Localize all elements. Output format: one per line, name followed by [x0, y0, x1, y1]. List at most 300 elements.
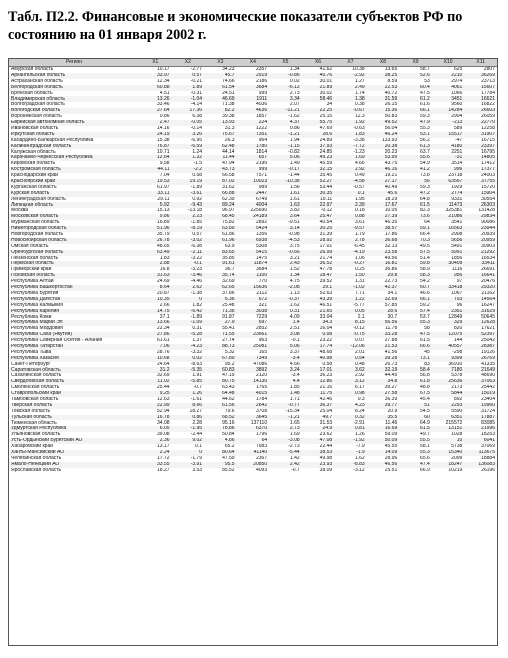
table-row: [9, 468, 497, 474]
value-cell: 22.53: [367, 85, 400, 91]
value-cell: 97: [432, 279, 465, 285]
value-cell: 32.19: [367, 367, 400, 373]
value-cell: 964: [237, 138, 270, 144]
value-cell: -0.31: [172, 91, 205, 97]
value-cell: 63.9: [204, 244, 237, 250]
value-cell: 35.85: [204, 256, 237, 262]
value-cell: 1857: [237, 114, 270, 120]
value-cell: 2.1: [334, 314, 367, 320]
value-cell: 6.05: [139, 426, 172, 432]
value-cell: 89.24: [204, 202, 237, 208]
value-cell: 4.66: [269, 362, 302, 368]
value-cell: 60.83: [204, 367, 237, 373]
value-cell: 2.92: [334, 167, 367, 173]
value-cell: 37.86: [204, 291, 237, 297]
value-cell: 60.88: [139, 85, 172, 91]
value-cell: 3.24: [269, 367, 302, 373]
value-cell: 83085: [464, 420, 497, 426]
value-cell: 999: [237, 91, 270, 97]
value-cell: 1.63: [269, 202, 302, 208]
value-cell: 18.27: [172, 409, 205, 415]
value-cell: 63567: [432, 179, 465, 185]
value-cell: -0.1: [172, 261, 205, 267]
value-cell: 59.2: [399, 303, 432, 309]
value-cell: 34.08: [139, 420, 172, 426]
value-cell: 0.57: [172, 73, 205, 79]
value-cell: 10.71: [139, 149, 172, 155]
value-cell: -3.23: [172, 267, 205, 273]
value-cell: 12628: [464, 320, 497, 326]
value-cell: 34.3: [302, 320, 335, 326]
value-cell: 34.1: [367, 291, 400, 297]
region-cell: Владимирская область: [9, 96, 139, 102]
value-cell: 23404: [464, 397, 497, 403]
value-cell: 19126: [464, 350, 497, 356]
value-cell: 11.46: [367, 420, 400, 426]
value-cell: 2447: [237, 191, 270, 197]
value-cell: 2.49: [334, 85, 367, 91]
value-cell: -0.77: [269, 403, 302, 409]
region-cell: Республика Карелия: [9, 309, 139, 315]
value-cell: 39.77: [367, 403, 400, 409]
value-cell: 1.62: [269, 303, 302, 309]
region-cell: Псковская область: [9, 273, 139, 279]
value-cell: 963: [237, 338, 270, 344]
value-cell: 44.62: [204, 397, 237, 403]
value-cell: 1.34: [269, 273, 302, 279]
value-cell: 2642: [237, 403, 270, 409]
region-cell: Оренбургская область: [9, 250, 139, 256]
table-title: Табл. П2.2. Финансовые и экономические показатели субъектов РФ по состоянию на 01 января 2002 г.: [8, 9, 463, 43]
value-cell: -298: [432, 350, 465, 356]
value-cell: 61.56: [204, 403, 237, 409]
value-cell: 46.56: [367, 462, 400, 468]
value-cell: 1.69: [269, 432, 302, 438]
region-cell: Ставропольский край: [9, 391, 139, 397]
region-cell: Нижегородская область: [9, 226, 139, 232]
value-cell: 8.66: [172, 403, 205, 409]
value-cell: 28.6: [367, 309, 400, 315]
value-cell: 7229: [237, 314, 270, 320]
value-cell: 0.49: [334, 173, 367, 179]
value-cell: 43.39: [302, 297, 335, 303]
value-cell: 61.5: [399, 202, 432, 208]
value-cell: 1.62: [334, 456, 367, 462]
value-cell: 0.54: [334, 356, 367, 362]
value-cell: 10.05: [367, 208, 400, 214]
value-cell: -6.12: [269, 85, 302, 91]
value-cell: 16.89: [139, 220, 172, 226]
region-cell: Белгородская область: [9, 85, 139, 91]
value-cell: 8.64: [139, 285, 172, 291]
region-cell: Калининградская область: [9, 144, 139, 150]
value-cell: 40.49: [367, 185, 400, 191]
value-cell: 30.01: [302, 79, 335, 85]
value-cell: 625: [432, 67, 465, 73]
value-cell: 1765: [237, 385, 270, 391]
value-cell: 1.79: [334, 232, 367, 238]
header-x8: X8: [367, 59, 400, 67]
value-cell: 2120: [237, 373, 270, 379]
value-cell: 56.2: [399, 138, 432, 144]
value-cell: 165: [237, 350, 270, 356]
value-cell: 29320: [464, 285, 497, 291]
value-cell: 21649: [464, 367, 497, 373]
value-cell: 36.39: [367, 397, 400, 403]
value-cell: -4.46: [172, 279, 205, 285]
value-cell: 95.2: [204, 362, 237, 368]
value-cell: 1.89: [172, 85, 205, 91]
region-cell: Усть-Ордынский Бурятский АО: [9, 438, 139, 444]
value-cell: 1.74: [334, 91, 367, 97]
value-cell: 24.89: [302, 138, 335, 144]
value-cell: 2.23: [172, 214, 205, 220]
value-cell: 17.36: [172, 108, 205, 114]
value-cell: -0.75: [334, 332, 367, 338]
value-cell: -3.38: [334, 138, 367, 144]
value-cell: 1.26: [172, 391, 205, 397]
value-cell: 21.89: [302, 85, 335, 91]
value-cell: 18253: [464, 432, 497, 438]
value-cell: -2.77: [172, 67, 205, 73]
value-cell: 1911: [237, 96, 270, 102]
value-cell: -3.08: [269, 438, 302, 444]
value-cell: 40.76: [302, 73, 335, 79]
value-cell: 5991: [432, 250, 465, 256]
value-cell: 999: [237, 167, 270, 173]
value-cell: 26.3: [204, 138, 237, 144]
value-cell: 51.96: [139, 226, 172, 232]
value-cell: 21996: [464, 426, 497, 432]
value-cell: 4636: [237, 108, 270, 114]
value-cell: 22.97: [302, 202, 335, 208]
value-cell: 33411: [464, 261, 497, 267]
value-cell: 66.58: [204, 173, 237, 179]
value-cell: 16.81: [367, 261, 400, 267]
value-cell: 6938: [237, 238, 270, 244]
value-cell: 61.5: [399, 426, 432, 432]
value-cell: 26196: [464, 468, 497, 474]
value-cell: 9.58: [139, 161, 172, 167]
value-cell: 12258: [464, 126, 497, 132]
value-cell: 47.2: [399, 191, 432, 197]
value-cell: 35.74: [204, 273, 237, 279]
value-cell: 46.69: [204, 96, 237, 102]
value-cell: -3.61: [172, 191, 205, 197]
value-cell: 19.11: [302, 197, 335, 203]
value-cell: -1.92: [334, 438, 367, 444]
header-x2: X2: [172, 59, 205, 67]
value-cell: 16247: [464, 303, 497, 309]
value-cell: 0.86: [269, 126, 302, 132]
value-cell: 1066: [432, 91, 465, 97]
value-cell: 80.75: [204, 379, 237, 385]
value-cell: 22.34: [139, 326, 172, 332]
value-cell: -1.21: [269, 132, 302, 138]
value-cell: 8.59: [367, 79, 400, 85]
value-cell: 64.8: [399, 197, 432, 203]
value-cell: 4.75: [269, 279, 302, 285]
value-cell: 30903: [464, 244, 497, 250]
value-cell: 1.22: [334, 297, 367, 303]
value-cell: 16641: [464, 273, 497, 279]
value-cell: 49.98: [302, 456, 335, 462]
value-cell: 42.37: [367, 285, 400, 291]
value-cell: -3.91: [172, 462, 205, 468]
region-cell: Красноярский край: [9, 179, 139, 185]
value-cell: 54.2: [399, 279, 432, 285]
value-cell: 39.27: [367, 385, 400, 391]
value-cell: 3684: [237, 85, 270, 91]
region-cell: Республика Дагестан: [9, 297, 139, 303]
value-cell: 3038: [237, 309, 270, 315]
value-cell: 49.5: [399, 244, 432, 250]
value-cell: 61.61: [139, 338, 172, 344]
value-cell: 55.3: [399, 450, 432, 456]
value-cell: 1.26: [334, 432, 367, 438]
header-x9: X9: [399, 59, 432, 67]
value-cell: 2.42: [269, 462, 302, 468]
region-cell: Хабаровский край: [9, 444, 139, 450]
value-cell: 43.73: [204, 167, 237, 173]
region-cell: Республика Коми: [9, 314, 139, 320]
value-cell: 0.92: [172, 197, 205, 203]
value-cell: 1.31: [334, 279, 367, 285]
value-cell: 17.01: [302, 367, 335, 373]
value-cell: 4.4: [269, 379, 302, 385]
value-cell: 0.81: [334, 426, 367, 432]
value-cell: 12.86: [302, 379, 335, 385]
value-cell: -8.83: [334, 462, 367, 468]
value-cell: 2.39: [334, 202, 367, 208]
value-cell: -1.89: [172, 314, 205, 320]
value-cell: 28.6: [302, 132, 335, 138]
value-cell: 21.16: [302, 385, 335, 391]
value-cell: 17887: [464, 415, 497, 421]
value-cell: 68.52: [204, 415, 237, 421]
value-cell: -5.35: [172, 367, 205, 373]
value-cell: 25.44: [139, 385, 172, 391]
value-cell: 44.11: [139, 167, 172, 173]
value-cell: 30409: [432, 261, 465, 267]
value-cell: 63.43: [204, 385, 237, 391]
value-cell: 0.86: [172, 415, 205, 421]
value-cell: 30554: [464, 197, 497, 203]
value-cell: 2.36: [139, 438, 172, 444]
value-cell: 53: [399, 79, 432, 85]
value-cell: 18247: [432, 462, 465, 468]
value-cell: 27.17: [367, 179, 400, 185]
value-cell: 10219: [432, 468, 465, 474]
value-cell: 17.67: [367, 202, 400, 208]
value-cell: 1.92: [334, 120, 367, 126]
value-cell: 63.7: [399, 149, 432, 155]
value-cell: 79.6: [204, 409, 237, 415]
value-cell: -0.12: [302, 208, 335, 214]
value-cell: 19.53: [139, 179, 172, 185]
value-cell: 1.06: [334, 256, 367, 262]
value-cell: -1.9: [334, 450, 367, 456]
value-cell: 29.1: [302, 285, 335, 291]
value-cell: 4180: [432, 144, 465, 150]
value-cell: 20959: [464, 238, 497, 244]
value-cell: 28387: [464, 344, 497, 350]
value-cell: 56.56: [367, 320, 400, 326]
region-cell: Удмуртская Республика: [9, 426, 139, 432]
value-cell: 20.23: [367, 149, 400, 155]
region-cell: Республика Северная Осетия - Алания: [9, 338, 139, 344]
value-cell: 87.02: [204, 179, 237, 185]
value-cell: 1.24: [172, 149, 205, 155]
value-cell: 9.25: [139, 391, 172, 397]
value-cell: 36269: [464, 73, 497, 79]
value-cell: 42.46: [302, 397, 335, 403]
value-cell: -0.21: [172, 79, 205, 85]
value-cell: 329: [432, 320, 465, 326]
value-cell: 19960: [464, 403, 497, 409]
value-cell: 17.74: [302, 344, 335, 350]
value-cell: -11.21: [269, 108, 302, 114]
value-cell: 6.36: [204, 297, 237, 303]
value-cell: 1814: [237, 149, 270, 155]
value-cell: 11.02: [139, 379, 172, 385]
value-cell: 63.89: [204, 226, 237, 232]
value-cell: 0.07: [334, 338, 367, 344]
value-cell: -7.72: [334, 144, 367, 150]
value-cell: 88.73: [204, 344, 237, 350]
value-cell: 47.5: [399, 332, 432, 338]
value-cell: -10.38: [269, 179, 302, 185]
value-cell: 34.8: [367, 379, 400, 385]
value-cell: 25.48: [204, 303, 237, 309]
value-cell: -0.57: [334, 185, 367, 191]
value-cell: 24.85: [302, 149, 335, 155]
value-cell: 53.1: [399, 132, 432, 138]
value-cell: 24003: [464, 173, 497, 179]
value-cell: 47.9: [399, 120, 432, 126]
value-cell: 58.7: [399, 67, 432, 73]
value-cell: 53.44: [302, 185, 335, 191]
value-cell: 67.89: [204, 356, 237, 362]
region-cell: Ленинградская область: [9, 197, 139, 203]
value-cell: 1475: [237, 256, 270, 262]
value-cell: 53.95: [367, 155, 400, 161]
value-cell: 3.82: [269, 208, 302, 214]
value-cell: 15517: [432, 132, 465, 138]
value-cell: 23397: [464, 144, 497, 150]
value-cell: 59.09: [367, 432, 400, 438]
value-cell: 3.12: [334, 379, 367, 385]
value-cell: 13.65: [367, 67, 400, 73]
value-cell: 58.4: [399, 367, 432, 373]
value-cell: 41.56: [367, 350, 400, 356]
value-cell: 37755: [464, 179, 497, 185]
value-cell: 1.42: [269, 456, 302, 462]
value-cell: 133.93: [367, 138, 400, 144]
value-cell: -1.44: [269, 173, 302, 179]
value-cell: 16563: [432, 226, 465, 232]
value-cell: 17.72: [139, 456, 172, 462]
value-cell: 6749: [237, 197, 270, 203]
value-cell: -0.05: [172, 120, 205, 126]
value-cell: 47086: [237, 362, 270, 368]
value-cell: 16.04: [302, 326, 335, 332]
value-cell: 4.23: [334, 403, 367, 409]
value-cell: 47.78: [302, 267, 335, 273]
value-cell: 50645: [464, 314, 497, 320]
value-cell: -5.77: [334, 303, 367, 309]
value-cell: 57.4: [399, 309, 432, 315]
value-cell: 25636: [432, 379, 465, 385]
value-cell: -1.85: [172, 220, 205, 226]
table-header-row: [9, 59, 497, 67]
value-cell: 657: [237, 155, 270, 161]
value-cell: 38.53: [302, 450, 335, 456]
value-cell: 60.7: [399, 285, 432, 291]
region-cell: Пензенская область: [9, 256, 139, 262]
value-cell: 2099: [432, 456, 465, 462]
value-cell: 10: [432, 438, 465, 444]
value-cell: 7.06: [139, 344, 172, 350]
value-cell: 321: [237, 303, 270, 309]
region-cell: Иркутская область: [9, 132, 139, 138]
value-cell: 31629: [464, 309, 497, 315]
value-cell: -3.32: [172, 350, 205, 356]
value-cell: 36.52: [302, 261, 335, 267]
value-cell: 2.01: [334, 350, 367, 356]
region-cell: Мурманская область: [9, 220, 139, 226]
value-cell: 3.21: [269, 256, 302, 262]
value-cell: 36.86: [367, 267, 400, 273]
value-cell: 1780: [237, 144, 270, 150]
value-cell: 46.24: [367, 132, 400, 138]
value-cell: 26303: [464, 202, 497, 208]
region-cell: Ульяновская область: [9, 432, 139, 438]
value-cell: -6.59: [172, 144, 205, 150]
header-region: Регион: [9, 59, 139, 67]
value-cell: -5.28: [172, 332, 205, 338]
value-cell: -0.17: [269, 167, 302, 173]
value-cell: 17621: [464, 326, 497, 332]
value-cell: 17.01: [302, 244, 335, 250]
value-cell: 2.62: [172, 285, 205, 291]
value-cell: 41335: [464, 362, 497, 368]
value-cell: 9.02: [172, 438, 205, 444]
value-cell: 70.3: [399, 238, 432, 244]
value-cell: 56.04: [367, 126, 400, 132]
region-cell: Краснодарский край: [9, 173, 139, 179]
value-cell: 64.9: [399, 420, 432, 426]
value-cell: 16795: [464, 149, 497, 155]
value-cell: 1.13: [269, 291, 302, 297]
value-cell: 3.61: [334, 220, 367, 226]
region-cell: Республика Мордовия: [9, 326, 139, 332]
value-cell: 96.97: [204, 208, 237, 214]
value-cell: 49.56: [367, 256, 400, 262]
value-cell: -9.43: [172, 202, 205, 208]
value-cell: -1.61: [172, 397, 205, 403]
value-cell: 6.38: [172, 114, 205, 120]
value-cell: -0.14: [172, 126, 205, 132]
value-cell: 14.75: [139, 309, 172, 315]
value-cell: -3.02: [172, 238, 205, 244]
value-cell: 71.36: [204, 309, 237, 315]
value-cell: 61.2: [399, 96, 432, 102]
value-cell: 60.4: [399, 85, 432, 91]
value-cell: 36.23: [302, 373, 335, 379]
value-cell: 58.46: [302, 96, 335, 102]
value-cell: 90086: [464, 220, 497, 226]
